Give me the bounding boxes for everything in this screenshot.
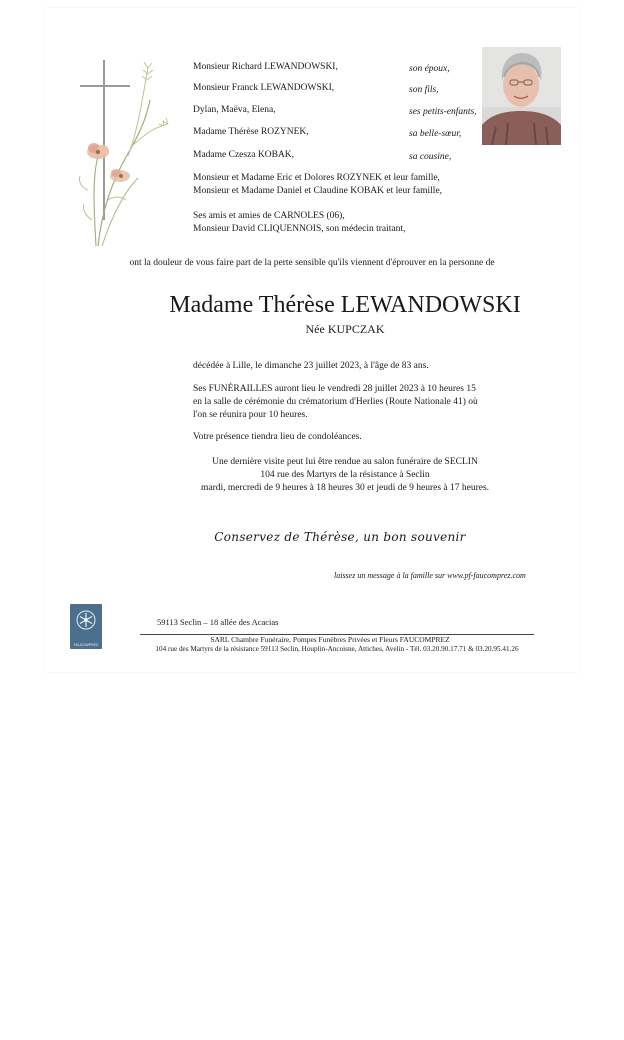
funeral-line: Ses FUNÉRAILLES auront lieu le vendredi 28 juillet 2023 à 10 heures 15: [193, 384, 476, 394]
family-member-name: Monsieur Richard LEWANDOWSKI,: [193, 62, 338, 72]
friends-line: Monsieur David CLIQUENNOIS, son médecin traitant,: [193, 224, 406, 234]
keepsake-message: Conservez de Thérèse, un bon souvenir: [214, 530, 466, 544]
visit-line: mardi, mercredi de 9 heures à 18 heures 30 et jeudi de 9 heures à 17 heures.: [200, 483, 490, 493]
extended-family-line: Monsieur et Madame Daniel et Claudine KOBAK et leur famille,: [193, 186, 443, 196]
company-name: SARL Chambre Funéraire, Pompes Funèbres Privées et Fleurs FAUCOMPREZ: [210, 635, 450, 644]
online-message-note: laissez un message à la famille sur www.pf-faucomprez.com: [334, 571, 526, 580]
family-member-name: Madame Czesza KOBAK,: [193, 150, 295, 160]
funeral-line: en la salle de cérémonie du crématorium d'Herlies (Route Nationale 41) où: [193, 397, 478, 407]
family-member-name: Dylan, Maëva, Elena,: [193, 105, 276, 115]
visit-line: 104 rue des Martyrs de la résistance à Seclin: [260, 470, 430, 480]
extended-families: [193, 172, 442, 198]
logo-text: FAUCOMPREZ: [73, 643, 99, 647]
extended-family-line: Monsieur et Madame Eric et Dolores ROZYNEK et leur famille,: [193, 173, 440, 183]
condolences-note: Votre présence tiendra lieu de condoléances.: [193, 432, 362, 442]
maiden-name: Née KUPCZAK: [305, 322, 385, 336]
visit-details: [140, 456, 550, 495]
postal-address: 59113 Seclin – 18 allée des Acacias: [157, 617, 279, 627]
family-member-relation: ses petits-enfants,: [409, 107, 477, 117]
snowflake-icon: [70, 604, 102, 638]
company-contact: 104 rue des Martyrs de la résistance 59113 Seclin, Houplin-Ancoisne, Attiches, Avelin - Tél. 03.20.90.17.71 & 03.20.95.41.26: [155, 645, 519, 653]
cross-flower-illustration: [68, 60, 178, 248]
family-member-name: Madame Thérèse ROZYNEK,: [193, 127, 309, 137]
announcement-intro: ont la douleur de vous faire part de la perte sensible qu'ils viennent d'éprouver en la personne de: [129, 258, 495, 268]
friends-line: Ses amis et amies de CARNOLES (06),: [193, 211, 345, 221]
death-notice: décédée à Lille, le dimanche 23 juillet 2023, à l'âge de 83 ans.: [193, 361, 429, 371]
family-member-relation: sa belle-sœur,: [409, 129, 462, 139]
family-member-relation: son époux,: [409, 64, 450, 74]
family-member-relation: sa cousine,: [409, 152, 452, 162]
family-member-relation: son fils,: [409, 85, 439, 95]
friends-block: [193, 210, 405, 236]
visit-line: Une dernière visite peut lui être rendue au salon funéraire de SECLIN: [212, 457, 478, 467]
deceased-name: Madame Thérèse LEWANDOWSKI: [169, 292, 521, 318]
funeral-line: l'on se réunira pour 10 heures.: [193, 410, 308, 420]
deceased-portrait-photo: [482, 47, 561, 145]
funeral-details: [193, 383, 478, 422]
family-member-name: Monsieur Franck LEWANDOWSKI,: [193, 83, 335, 93]
